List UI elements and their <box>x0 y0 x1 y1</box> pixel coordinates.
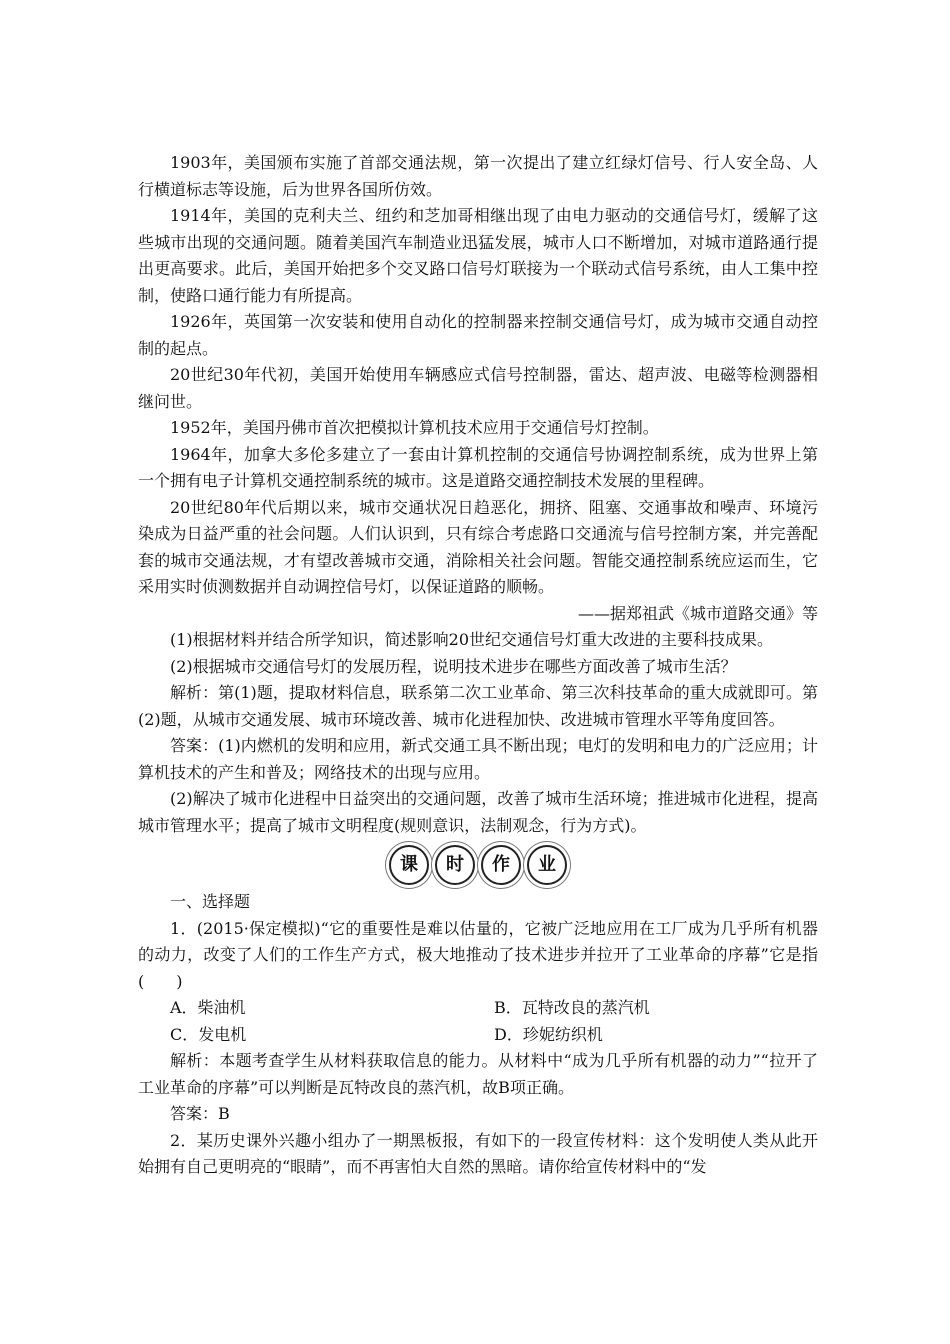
question-2: (2)根据城市交通信号灯的发展历程，说明技术进步在哪些方面改善了城市生活？ <box>170 656 737 676</box>
option-d: D．珍妮纺织机 <box>494 1024 603 1044</box>
banner-char: 业 <box>527 845 567 885</box>
banner-char: 作 <box>481 845 521 885</box>
material-paragraph: 1952年，美国丹佛市首次把模拟计算机技术应用于交通信号灯控制。 <box>170 418 659 437</box>
q2-stem: 2．某历史课外兴趣小组办了一期黑板报，有如下的一段宣传材料：这个发明使人类从此开始拥有自己更明亮的“眼睛”，而不再害怕大自然的黑暗。请你给宣传材料中的“发 <box>138 1130 818 1176</box>
homework-banner <box>138 843 818 887</box>
question-1: (1)根据材料并结合所学知识，简述影响20世纪交通信号灯重大改进的主要科技成果。 <box>170 630 774 649</box>
banner-char: 课 <box>389 845 429 885</box>
answer-text-1: 答案：(1)内燃机的发明和应用，新式交通工具不断出现；电灯的发明和电力的广泛应用；计算机技术的产生和普及；网络技术的出现与应用。 <box>138 736 818 782</box>
option-b: B．瓦特改良的蒸汽机 <box>494 998 650 1017</box>
banner-char: 时 <box>435 845 475 885</box>
q1-analysis: 解析：本题考查学生从材料获取信息的能力。从材料中“成为几乎所有机器的动力”“拉开了工业革命的序幕”可以判断是瓦特改良的蒸汽机，故B项正确。 <box>138 1051 818 1097</box>
document-page <box>138 150 818 1181</box>
section-title: 一、选择题 <box>170 892 251 911</box>
material-paragraph: 1926年，英国第一次安装和使用自动化的控制器来控制交通信号灯，成为城市交通自动控制的起点。 <box>138 312 818 358</box>
material-paragraph: 1903年，美国颁布实施了首部交通法规，第一次提出了建立红绿灯信号、行人安全岛、人行横道标志等设施，后为世界各国所仿效。 <box>138 153 818 199</box>
material-source: ——据郑祖武《城市道路交通》等 <box>577 603 818 623</box>
option-a: A．柴油机 <box>170 998 246 1017</box>
option-c: C．发电机 <box>170 1024 247 1044</box>
q1-options <box>138 995 818 1048</box>
q1-stem: 1．(2015·保定模拟)“它的重要性是难以估量的，它被广泛地应用在工厂成为几乎所有机器的动力，改变了人们的工作生产方式，极大地推动了技术进步并拉开了工业革命的序幕”它是指( ) <box>138 918 818 991</box>
answer-text-2: (2)解决了城市化进程中日益突出的交通问题，改善了城市生活环境；推进城市化进程，提高城市管理水平；提高了城市文明程度(规则意识，法制观念，行为方式)。 <box>138 789 818 835</box>
material-paragraph: 20世纪30年代初，美国开始使用车辆感应式信号控制器，雷达、超声波、电磁等检测器相继问世。 <box>138 365 818 411</box>
material-paragraph: 20世纪80年代后期以来，城市交通状况日趋恶化，拥挤、阻塞、交通事故和噪声、环境污染成为日益严重的社会问题。人们认识到，只有综合考虑路口交通流与信号控制方案，并完善配套的城市交通法规，才有望改善城市交通，消除相关社会问题。智能交通控制系统应运而生，它采用实时侦测数据并自动调控信号灯，以保证道路的顺畅。 <box>138 497 818 596</box>
material-paragraph: 1964年，加拿大多伦多建立了一套由计算机控制的交通信号协调控制系统，成为世界上第一个拥有电子计算机交通控制系统的城市。这是道路交通控制技术发展的里程碑。 <box>138 444 818 490</box>
q1-answer: 答案：B <box>170 1104 230 1123</box>
material-paragraph: 1914年，美国的克利夫兰、纽约和芝加哥相继出现了由电力驱动的交通信号灯，缓解了这些城市出现的交通问题。随着美国汽车制造业迅猛发展，城市人口不断增加，对城市道路通行提出更高要求。此后，美国开始把多个交叉路口信号灯联接为一个联动式信号系统，由人工集中控制，使路口通行能力有所提高。 <box>138 206 818 305</box>
analysis-text: 解析：第(1)题，提取材料信息，联系第二次工业革命、第三次科技革命的重大成就即可。第(2)题，从城市交通发展、城市环境改善、城市化进程加快、改进城市管理水平等角度回答。 <box>138 683 818 729</box>
